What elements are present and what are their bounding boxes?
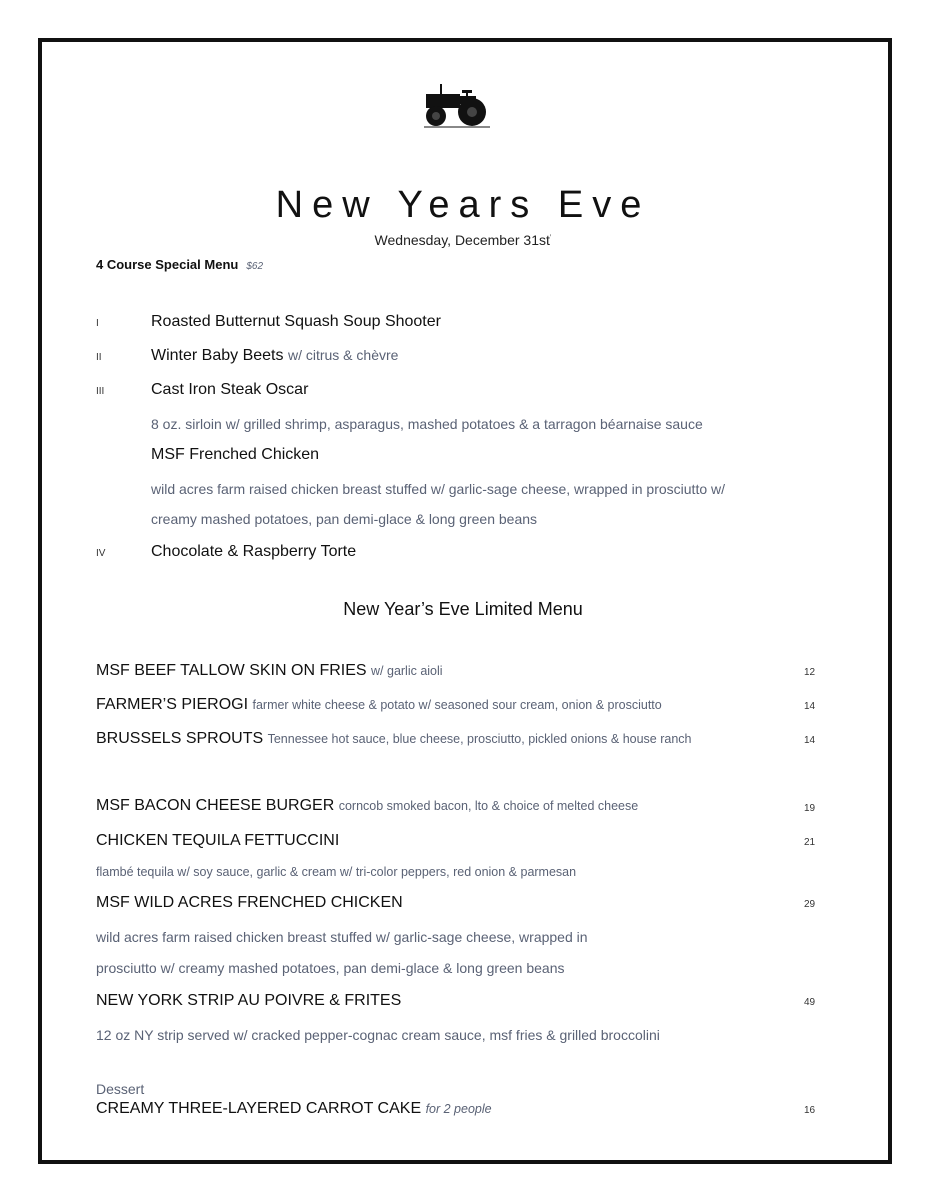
item-desc: flambé tequila w/ soy sauce, garlic & cream w/ tri-color peppers, red onion & parmesan bbox=[96, 865, 577, 879]
tractor-icon bbox=[420, 82, 496, 130]
course-name: MSF Frenched Chicken bbox=[151, 446, 320, 463]
menu-item bbox=[96, 1100, 492, 1118]
item-price: 49 bbox=[804, 997, 816, 1008]
item-name: MSF BACON CHEESE BURGER bbox=[96, 797, 335, 814]
item-desc: farmer white cheese & potato w/ seasoned sour cream, onion & prosciutto bbox=[252, 698, 662, 712]
course-numeral: IV bbox=[96, 548, 106, 559]
item-desc: 12 oz NY strip served w/ cracked pepper-cognac cream sauce, msf fries & grilled broccolini bbox=[96, 1027, 660, 1043]
item-name: BRUSSELS SPROUTS bbox=[96, 730, 264, 747]
item-price: 14 bbox=[804, 735, 816, 746]
item-desc: prosciutto w/ creamy mashed potatoes, pan demi-glace & long green beans bbox=[96, 960, 565, 976]
limited-menu-title: New Year’s Eve Limited Menu bbox=[343, 599, 583, 619]
item-price: 12 bbox=[804, 667, 816, 678]
menu-item bbox=[96, 730, 692, 748]
special-menu-label: 4 Course Special Menu bbox=[96, 257, 239, 272]
item-desc: Tennessee hot sauce, blue cheese, prosciutto, pickled onions & house ranch bbox=[267, 732, 692, 746]
item-name: FARMER’S PIEROGI bbox=[96, 696, 249, 713]
item-desc: wild acres farm raised chicken breast stuffed w/ garlic-sage cheese, wrapped in bbox=[96, 929, 588, 945]
special-menu-price: $62 bbox=[246, 261, 264, 272]
course-name: Cast Iron Steak Oscar bbox=[151, 381, 309, 398]
item-name: MSF WILD ACRES FRENCHED CHICKEN bbox=[96, 894, 403, 911]
event-date: Wednesday, December 31st’ bbox=[374, 232, 552, 248]
course-desc: wild acres farm raised chicken breast stuffed w/ garlic-sage cheese, wrapped in prosciutto w/ bbox=[151, 481, 726, 497]
menu-item bbox=[96, 662, 443, 680]
item-name: CREAMY THREE-LAYERED CARROT CAKE bbox=[96, 1100, 422, 1117]
item-name: NEW YORK STRIP AU POIVRE & FRITES bbox=[96, 992, 402, 1009]
course-desc: 8 oz. sirloin w/ grilled shrimp, asparagus, mashed potatoes & a tarragon béarnaise sauce bbox=[151, 416, 703, 432]
course-numeral: II bbox=[96, 352, 102, 363]
menu-item bbox=[96, 797, 638, 815]
item-desc: for 2 people bbox=[425, 1102, 492, 1116]
course-numeral: III bbox=[96, 386, 105, 397]
item-name: CHICKEN TEQUILA FETTUCCINI bbox=[96, 832, 340, 849]
course-desc: creamy mashed potatoes, pan demi-glace & long green beans bbox=[151, 511, 538, 527]
item-price: 19 bbox=[804, 803, 816, 814]
page-title: New Years Eve bbox=[275, 184, 651, 226]
course-name: Roasted Butternut Squash Soup Shooter bbox=[151, 313, 441, 330]
item-price: 14 bbox=[804, 701, 816, 712]
item-name: MSF BEEF TALLOW SKIN ON FRIES bbox=[96, 662, 367, 679]
menu-item bbox=[96, 696, 662, 714]
course-name: Winter Baby Beets bbox=[151, 347, 284, 364]
special-menu-heading bbox=[96, 257, 263, 272]
dessert-label: Dessert bbox=[96, 1081, 145, 1097]
item-price: 29 bbox=[804, 899, 816, 910]
course-name: Chocolate & Raspberry Torte bbox=[151, 543, 357, 560]
item-desc: w/ garlic aioli bbox=[371, 664, 443, 678]
course-inline-desc: w/ citrus & chèvre bbox=[287, 347, 399, 363]
item-price: 21 bbox=[804, 837, 816, 848]
course-item bbox=[151, 347, 398, 365]
item-desc: corncob smoked bacon, lto & choice of melted cheese bbox=[338, 799, 639, 813]
item-price: 16 bbox=[804, 1105, 816, 1116]
course-numeral: I bbox=[96, 318, 99, 329]
